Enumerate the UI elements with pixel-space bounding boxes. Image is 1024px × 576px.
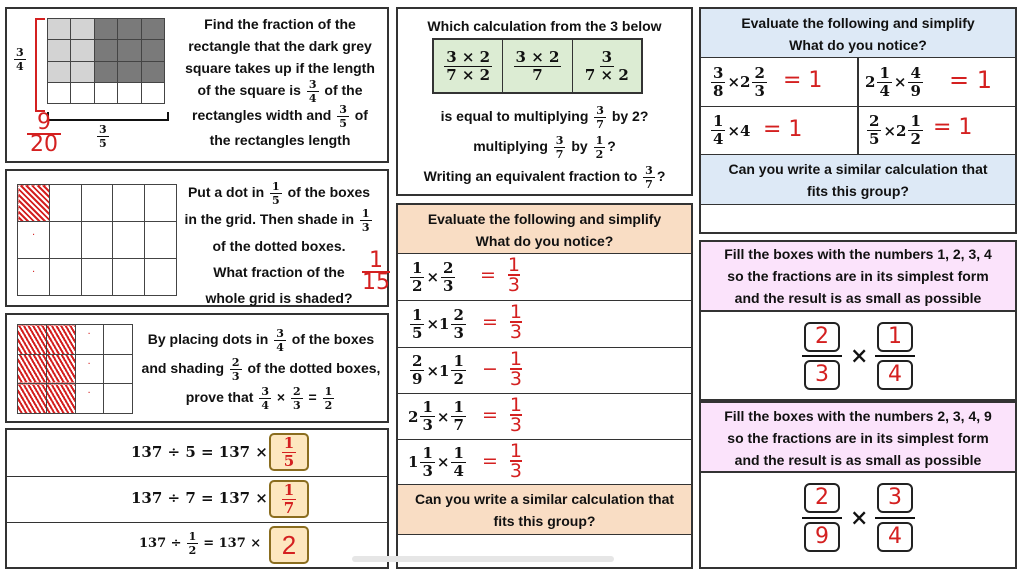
panel-prove-product [5,313,389,423]
answer-box-3[interactable]: 2 [269,526,309,564]
panel5-questions: is equal to multiplying $\frac{3}{7}$ by 2? multiplying $\frac{3}{7}$ by $\frac{1}{2}$ ? Writing an equivalent fraction to $\frac{3}{7}$ ? [423,103,666,191]
division-row-1: 137 ÷ 5 = 137 × $\frac{1}{5}$ [7,430,387,476]
fraction-box-numerator-b[interactable]: 3 [877,483,913,513]
division-row-3: 137 ÷ $\frac{1}{2}$ = 137 × 2 [7,522,387,567]
fraction-box-denominator-a[interactable]: 9 [804,522,840,552]
rectangle-grid [47,18,165,104]
panel-which-calculation [396,7,693,196]
handwritten-1-3: − $\frac{1}{3}$ [482,348,523,390]
handwritten-eq-1: = 1 [783,68,823,93]
scroll-indicator[interactable] [352,556,614,562]
panel7-row-2: $\frac{1}{4}$ × 4 = 1 $\frac{2}{5}$ × 2 $\frac{1}{2}$ = 1 [701,106,1015,154]
panel7-row-1: $\frac{3}{8}$ × 2 $\frac{2}{3}$ = 1 2 $\frac{1}{4}$ × $\frac{4}{9}$ = 1 [701,57,1015,106]
panel-division-as-multiplication [5,428,389,569]
answer-box-2[interactable]: $\frac{1}{7}$ [269,480,309,518]
panel-dot-grid [5,169,389,307]
eval-row-3: $\frac{2}{9}$ × 1 $\frac{1}{2}$ − $\frac{1}{3}$ [398,347,691,393]
fraction-box-denominator-b[interactable]: 4 [877,360,913,390]
panel3-text: By placing dots in $\frac{3}{4}$ of the boxes and shading $\frac{2}{3}$ of the dotted boxes, prove that $\frac{3}{4}$ × $\frac{2}{3}$ = $\frac{1}{2}$ [141,326,381,412]
option-3[interactable]: $\frac{3}{7 \times 2}$ [584,47,629,84]
panel-evaluate-group-2 [699,7,1017,234]
handwritten-1-3: = $\frac{1}{3}$ [482,301,523,343]
handwritten-eq-1: = 1 [763,117,803,142]
eval-row-1: $\frac{1}{2}$ × $\frac{2}{3}$ = $\frac{1}{3}$ [398,253,691,300]
panel9-header: Fill the boxes with the numbers 2, 3, 4, 9 so the fractions are in its simplest form and the result is as small as possible [701,403,1015,471]
panel-evaluate-group-1 [396,203,693,569]
panel-fill-boxes-2349 [699,401,1017,569]
fraction-box-numerator-a[interactable]: 2 [804,322,840,352]
panel6-footer: Can you write a similar calculation that fits this group? [398,484,691,534]
bottom-fraction: $\frac{3}{5}$ [99,123,107,150]
side-bracket [35,18,45,112]
fraction-box-denominator-a[interactable]: 3 [804,360,840,390]
multiply-sign: × [850,505,869,531]
handwritten-1-3: = $\frac{1}{3}$ [480,254,521,296]
handwritten-1-3: = $\frac{1}{3}$ [482,394,523,436]
fraction-box-numerator-a[interactable]: 2 [804,483,840,513]
panel7-footer: Can you write a similar calculation that fits this group? [701,154,1015,204]
handwritten-1-3: = $\frac{1}{3}$ [482,440,523,482]
bottom-bracket [47,112,169,121]
option-2[interactable]: $\frac{3 \times 2}{7}$ [503,40,572,92]
eval-row-5: 1 $\frac{1}{3}$ × $\frac{1}{4}$ = $\frac{1}{3}$ [398,439,691,484]
panel5-title: Which calculation from the 3 below [427,18,662,34]
eval-row-4: 2 $\frac{1}{3}$ × $\frac{1}{7}$ = $\frac{1}{3}$ [398,393,691,439]
options-table [432,38,643,94]
side-fraction: $\frac{3}{4}$ [16,46,24,73]
panel1-text: Find the fraction of the rectangle that the dark grey square takes up if the length of the square is $\frac{3}{4}$ of the rectangles width and $\frac{3}{5}$ of the rectangles length [185,16,375,148]
dot-grid: · · [17,184,177,296]
option-1[interactable]: $\frac{3 \times 2}{7 \times 2}$ [434,40,503,92]
panel7-blank-answer-area[interactable] [701,204,1015,232]
fraction-box-denominator-b[interactable]: 4 [877,522,913,552]
handwritten-eq-1: = 1 [933,115,973,140]
panel7-header: Evaluate the following and simplify What do you notice? [701,9,1015,57]
eval-row-2: $\frac{1}{5}$ × 1 $\frac{2}{3}$ = $\frac{1}{3}$ [398,300,691,347]
panel6-header: Evaluate the following and simplify What do you notice? [398,205,691,253]
division-row-2: 137 ÷ 7 = 137 × $\frac{1}{7}$ [7,476,387,522]
proof-grid: · · · [17,324,133,414]
handwritten-eq-1: = 1 [949,66,993,94]
panel-fill-boxes-1234 [699,240,1017,401]
handwritten-answer-1-15: 1 15 [362,248,390,295]
panel-rectangle-fraction [5,7,389,163]
panel2-text: Put a dot in $\frac{1}{5}$ of the boxes in the grid. Then shade in $\frac{1}{3}$ of the dotted boxes. What fraction of the whole grid is shaded? [184,179,371,306]
answer-box-1[interactable]: $\frac{1}{5}$ [269,433,309,471]
panel8-header: Fill the boxes with the numbers 1, 2, 3, 4 so the fractions are in its simplest form and the result is as small as possible [701,242,1015,310]
handwritten-answer-9-20: 9 20 [27,113,61,155]
multiply-sign: × [850,343,869,369]
fraction-box-numerator-b[interactable]: 1 [877,322,913,352]
panel6-blank-answer-area[interactable] [398,534,691,567]
